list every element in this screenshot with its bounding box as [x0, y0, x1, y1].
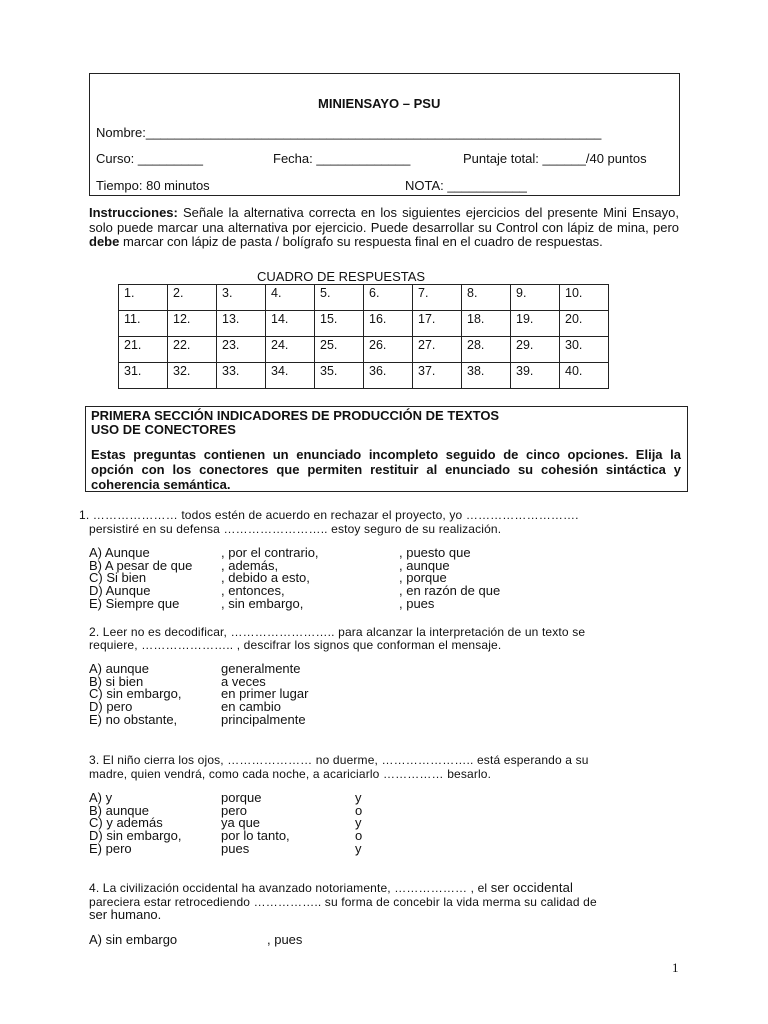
option-text: por lo tanto,	[221, 828, 290, 844]
answer-cell-12[interactable]: 12.	[168, 311, 217, 337]
curso-field: Curso: _________	[96, 151, 203, 166]
answer-grid-row	[119, 285, 609, 311]
option-text: en primer lugar	[221, 686, 309, 702]
answer-cell-33[interactable]: 33.	[217, 363, 266, 389]
answer-cell-40[interactable]: 40.	[560, 363, 609, 389]
question-1-stem-line-1: 1. ………………… todos estén de acuerdo en rechazar el proyecto, yo ……………………….	[79, 508, 579, 522]
option-text: y	[355, 815, 362, 831]
answer-cell-2[interactable]: 2.	[168, 285, 217, 311]
answer-cell-36[interactable]: 36.	[364, 363, 413, 389]
q4-col-1	[89, 934, 177, 947]
answer-grid-title: CUADRO DE RESPUESTAS	[257, 269, 426, 284]
exam-title: MINIENSAYO – PSU	[318, 96, 441, 111]
page-number: 1	[672, 960, 679, 975]
answer-cell-5[interactable]: 5.	[315, 285, 364, 311]
option-text: , puesto que	[399, 545, 471, 560]
answer-cell-28[interactable]: 28.	[462, 337, 511, 363]
option-text: B) aunque	[89, 802, 149, 818]
answer-cell-34[interactable]: 34.	[266, 363, 315, 389]
answer-cell-1[interactable]: 1.	[119, 285, 168, 311]
question-4-stem-part-a: 4. La civilización occidental ha avanzado notoriamente, ……………… , el	[89, 881, 491, 895]
answer-cell-15[interactable]: 15.	[315, 311, 364, 337]
answer-cell-10[interactable]: 10.	[560, 285, 609, 311]
option-text: E) pero	[89, 840, 132, 856]
question-3-options	[89, 792, 689, 858]
answer-cell-23[interactable]: 23.	[217, 337, 266, 363]
option-text: pues	[221, 840, 250, 856]
answer-cell-26[interactable]: 26.	[364, 337, 413, 363]
question-2-options	[89, 663, 689, 729]
q1-col-2	[221, 547, 319, 610]
answer-cell-22[interactable]: 22.	[168, 337, 217, 363]
instructions-label: Instrucciones:	[89, 205, 178, 220]
option-text: E) no obstante,	[89, 711, 178, 727]
answer-cell-37[interactable]: 37.	[413, 363, 462, 389]
option-text: a veces	[221, 673, 266, 689]
question-4-options	[89, 934, 689, 948]
option-text: , además,	[221, 557, 279, 573]
section-subtitle: USO DE CONECTORES	[91, 422, 236, 437]
question-4-stem-line-1	[89, 881, 573, 895]
option-text: o	[355, 828, 363, 844]
q2-col-1	[89, 663, 181, 726]
option-text: A) y	[89, 790, 113, 805]
question-4-stem-line-3: ser humano.	[89, 907, 162, 922]
question-4-stem-part-b: ser occidental	[490, 880, 574, 895]
option-text: o	[355, 802, 363, 818]
answer-grid-row	[119, 311, 609, 337]
option-text: , aunque	[399, 557, 450, 573]
question-1-stem-line-2: persistiré en su defensa …………………….. estoy seguro de su realización.	[89, 522, 502, 536]
option-text: C) sin embargo,	[89, 686, 182, 702]
nota-field: NOTA: ___________	[405, 178, 527, 193]
option-text: , en razón de que	[399, 583, 501, 599]
option-text: E) Siempre que	[89, 595, 180, 611]
answer-cell-3[interactable]: 3.	[217, 285, 266, 311]
option-text: en cambio	[221, 699, 281, 715]
question-2-stem-line-1: 2. Leer no es decodificar, …………………….. para alcanzar la interpretación de un texto se	[89, 625, 586, 639]
option-text: , porque	[399, 570, 447, 586]
answer-cell-19[interactable]: 19.	[511, 311, 560, 337]
answer-cell-29[interactable]: 29.	[511, 337, 560, 363]
answer-cell-21[interactable]: 21.	[119, 337, 168, 363]
q1-col-3	[399, 547, 500, 610]
answer-cell-11[interactable]: 11.	[119, 311, 168, 337]
option-text: , por el contrario,	[221, 545, 319, 560]
section-description: Estas preguntas contienen un enunciado incompleto seguido de cinco opciones. Elija la opción con los conectores que permiten restituir al enunciado su cohesión sintáctica y coherencia semántica.	[91, 447, 681, 492]
question-3-stem-line-1: 3. El niño cierra los ojos, ………………… no duerme, ………………….. está esperando a su	[89, 753, 589, 767]
option-text: , pues	[399, 595, 435, 611]
option-text: principalmente	[221, 711, 306, 727]
option-text: , sin embargo,	[221, 595, 304, 611]
q3-col-2	[221, 792, 290, 855]
answer-cell-35[interactable]: 35.	[315, 363, 364, 389]
answer-cell-25[interactable]: 25.	[315, 337, 364, 363]
option-text: C) Si bien	[89, 570, 147, 586]
answer-cell-16[interactable]: 16.	[364, 311, 413, 337]
fecha-field: Fecha: _____________	[273, 151, 411, 166]
option-text: A) aunque	[89, 661, 149, 676]
answer-grid-row	[119, 363, 609, 389]
option-text: , entonces,	[221, 583, 285, 599]
answer-cell-32[interactable]: 32.	[168, 363, 217, 389]
option-text: A) Aunque	[89, 545, 150, 560]
option-text: B) A pesar de que	[89, 557, 193, 573]
question-1-options	[89, 547, 689, 613]
answer-cell-6[interactable]: 6.	[364, 285, 413, 311]
q4-col-2	[267, 934, 302, 947]
answer-cell-30[interactable]: 30.	[560, 337, 609, 363]
answer-grid	[118, 284, 609, 389]
section-title: PRIMERA SECCIÓN INDICADORES DE PRODUCCIÓN DE TEXTOS	[91, 408, 500, 423]
answer-cell-27[interactable]: 27.	[413, 337, 462, 363]
option-text: porque	[221, 790, 262, 805]
question-2-stem-line-2: requiere, ………………….. , descifrar los signos que conforman el mensaje.	[89, 638, 502, 652]
question-4-stem-line-2: pareciera estar retrocediendo …………….. su forma de concebir la vida merma su calidad de	[89, 895, 597, 909]
option-text: D) Aunque	[89, 583, 151, 599]
answer-cell-20[interactable]: 20.	[560, 311, 609, 337]
instructions-text-1: Señale la alternativa correcta en los siguientes ejercicios del presente Mini Ensayo, solo puede marcar una alternativa por ejercicio. Puede desarrollar su Control con lápiz de mina, pero	[89, 205, 679, 235]
option-text: y	[355, 840, 362, 856]
tiempo-field: Tiempo: 80 minutos	[96, 178, 210, 193]
q3-col-3	[355, 792, 362, 855]
answer-cell-31[interactable]: 31.	[119, 363, 168, 389]
answer-cell-18[interactable]: 18.	[462, 311, 511, 337]
option-text: D) pero	[89, 699, 133, 715]
option-text: A) sin embargo	[89, 932, 178, 947]
option-text: pero	[221, 802, 248, 818]
answer-cell-13[interactable]: 13.	[217, 311, 266, 337]
option-text: D) sin embargo,	[89, 828, 182, 844]
option-text: generalmente	[221, 661, 301, 676]
answer-cell-38[interactable]: 38.	[462, 363, 511, 389]
option-text: , pues	[267, 932, 303, 947]
answer-cell-24[interactable]: 24.	[266, 337, 315, 363]
answer-grid-row	[119, 337, 609, 363]
option-text: B) si bien	[89, 673, 144, 689]
q3-col-1	[89, 792, 181, 855]
question-3-stem-line-2: madre, quien vendrá, como cada noche, a acariciarlo …………… besarlo.	[89, 767, 492, 781]
answer-cell-17[interactable]: 17.	[413, 311, 462, 337]
q1-col-1	[89, 547, 192, 610]
answer-cell-39[interactable]: 39.	[511, 363, 560, 389]
answer-cell-14[interactable]: 14.	[266, 311, 315, 337]
instructions-text-2: marcar con lápiz de pasta / bolígrafo su respuesta final en el cuadro de respuestas.	[119, 234, 603, 249]
q2-col-2	[221, 663, 308, 726]
instructions	[89, 206, 679, 250]
option-text: C) y además	[89, 815, 163, 831]
answer-cell-7[interactable]: 7.	[413, 285, 462, 311]
answer-cell-9[interactable]: 9.	[511, 285, 560, 311]
answer-cell-4[interactable]: 4.	[266, 285, 315, 311]
instructions-bold: debe	[89, 234, 120, 249]
puntaje-field: Puntaje total: ______/40 puntos	[463, 151, 647, 166]
nombre-field: Nombre:_______________________________________________________________	[96, 125, 602, 140]
answer-cell-8[interactable]: 8.	[462, 285, 511, 311]
option-text: , debido a esto,	[221, 570, 310, 586]
option-text: ya que	[221, 815, 261, 831]
option-text: y	[355, 790, 362, 805]
